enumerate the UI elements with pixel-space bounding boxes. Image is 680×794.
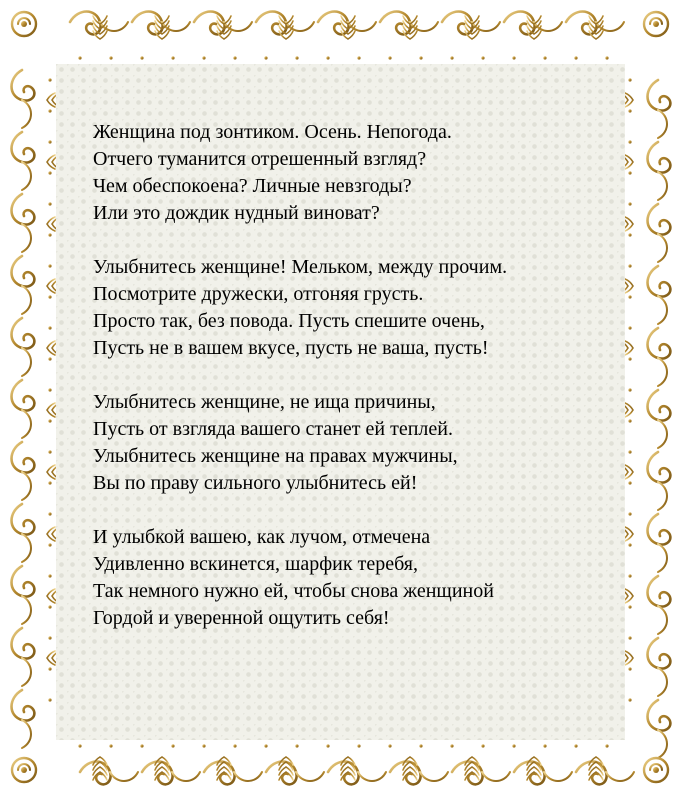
frame-scroll <box>22 596 31 624</box>
frame-bead <box>140 744 143 747</box>
frame-bead <box>543 744 546 747</box>
frame-bead <box>48 698 51 701</box>
frame-bead <box>171 56 174 59</box>
poem-line: Так немного нужно ей, чтобы снова женщиной <box>93 580 494 602</box>
poem-stanza <box>93 389 613 497</box>
frame-bead <box>202 56 205 59</box>
frame-scroll <box>658 420 667 448</box>
leaf-sprig-icon <box>217 752 231 780</box>
frame-bead <box>48 140 51 143</box>
leaf-sprig-icon <box>93 752 107 780</box>
poem-stanza <box>93 524 613 632</box>
frame-bead <box>295 56 298 59</box>
frame-bead <box>628 667 631 670</box>
frame-bead <box>653 21 659 27</box>
poem-line: Пусть не в вашем вкусе, пусть не ваша, пусть! <box>93 337 489 359</box>
frame-scroll <box>22 224 31 252</box>
frame-scroll <box>12 566 35 597</box>
frame-scroll <box>234 772 262 781</box>
frame-bead <box>419 56 422 59</box>
frame-bead <box>48 636 51 639</box>
frame-bead <box>628 605 631 608</box>
frame-bead <box>605 56 608 59</box>
frame-scroll <box>658 358 667 386</box>
frame-scroll <box>110 772 138 781</box>
poem-line: Чем обеспокоена? Личные невзгоды? <box>93 175 412 197</box>
poem-line: Отчего туманится отрешенный взгляд? <box>93 148 427 170</box>
frame-scroll <box>648 142 671 173</box>
frame-bead <box>48 450 51 453</box>
frame-bead <box>48 326 51 329</box>
frame-bead <box>512 744 515 747</box>
frame-bead <box>574 56 577 59</box>
frame-bead <box>109 744 112 747</box>
leaf-sprig-icon <box>527 752 541 780</box>
frame-scroll <box>12 690 35 721</box>
frame-bead <box>628 78 631 81</box>
poem-line: Улыбнитесь женщине, не ища причины, <box>93 391 436 413</box>
frame-bead <box>48 388 51 391</box>
frame-scroll <box>22 720 31 748</box>
frame-bead <box>628 357 631 360</box>
frame-scroll <box>648 700 671 731</box>
frame-bead <box>543 56 546 59</box>
poem-line: Гордой и уверенной ощутить себя! <box>93 607 390 629</box>
frame-bead <box>628 264 631 267</box>
frame-bead <box>481 744 484 747</box>
frame-scroll <box>658 234 667 262</box>
frame-scroll <box>22 658 31 686</box>
frame-bead <box>628 202 631 205</box>
frame-scroll <box>648 514 671 545</box>
frame-scroll <box>22 472 31 500</box>
frame-scroll <box>12 380 35 411</box>
frame-scroll <box>648 266 671 297</box>
frame-scroll <box>22 286 31 314</box>
frame-scroll <box>420 772 448 781</box>
poem-line: Удивленно вскинется, шарфик теребя, <box>93 553 418 575</box>
frame-bead <box>326 744 329 747</box>
frame-bead <box>628 233 631 236</box>
frame-bead <box>605 744 608 747</box>
frame-bead <box>628 481 631 484</box>
leaf-sprig-icon <box>341 752 355 780</box>
frame-scroll <box>658 544 667 572</box>
frame-bead <box>48 574 51 577</box>
frame-bead <box>48 233 51 236</box>
frame-bead <box>48 605 51 608</box>
poem-line: Женщина под зонтиком. Осень. Непогода. <box>93 121 452 143</box>
frame-bead <box>326 56 329 59</box>
frame-scroll <box>12 194 35 225</box>
frame-scroll <box>172 772 200 781</box>
frame-scroll <box>22 534 31 562</box>
frame-bead <box>357 744 360 747</box>
frame-scroll <box>648 576 671 607</box>
leaf-sprig-icon <box>279 752 293 780</box>
frame-bead <box>21 21 27 27</box>
frame-scroll <box>658 730 667 758</box>
frame-bead <box>450 744 453 747</box>
frame-scroll <box>658 482 667 510</box>
frame-scroll <box>22 162 31 190</box>
frame-bead <box>48 481 51 484</box>
poem-line: Вы по праву сильного улыбнитесь ей! <box>93 472 418 494</box>
poem-line: Посмотрите дружески, отгоняя грусть. <box>93 283 424 305</box>
leaf-sprig-icon <box>155 752 169 780</box>
frame-scroll <box>606 772 634 781</box>
frame-scroll <box>12 318 35 349</box>
poem-line: Или это дождик нудный виноват? <box>93 202 380 224</box>
frame-scroll <box>658 606 667 634</box>
frame-bead <box>628 326 631 329</box>
frame-bead <box>140 56 143 59</box>
frame-bead <box>295 744 298 747</box>
frame-bead <box>48 543 51 546</box>
frame-bead <box>653 767 659 773</box>
poem-text <box>93 119 613 659</box>
frame-scroll <box>658 172 667 200</box>
frame-scroll <box>658 110 667 138</box>
leaf-sprig-icon <box>465 752 479 780</box>
frame-scroll <box>12 256 35 287</box>
frame-scroll <box>12 628 35 659</box>
frame-bead <box>628 295 631 298</box>
frame-bead <box>78 56 81 59</box>
frame-bead <box>48 264 51 267</box>
frame-scroll <box>358 772 386 781</box>
frame-bead <box>628 636 631 639</box>
poem-line: Пусть от взгляда вашего станет ей теплей. <box>93 418 453 440</box>
poem-line: Улыбнитесь женщине! Мельком, между прочим. <box>93 256 508 278</box>
poem-stanza <box>93 119 613 227</box>
frame-bead <box>48 78 51 81</box>
frame-bead <box>628 450 631 453</box>
frame-scroll <box>648 452 671 483</box>
frame-scroll <box>22 348 31 376</box>
frame-bead <box>419 744 422 747</box>
leaf-sprig-icon <box>589 752 603 780</box>
frame-scroll <box>648 638 671 669</box>
frame-bead <box>628 543 631 546</box>
frame-bead <box>628 388 631 391</box>
frame-scroll <box>12 70 35 101</box>
frame-bead <box>628 109 631 112</box>
poem-line: И улыбкой вашею, как лучом, отмечена <box>93 526 431 548</box>
frame-bead <box>628 419 631 422</box>
frame-bead <box>388 56 391 59</box>
frame-bead <box>450 56 453 59</box>
frame-bead <box>21 767 27 773</box>
frame-scroll <box>12 442 35 473</box>
frame-scroll <box>12 504 35 535</box>
frame-bead <box>48 357 51 360</box>
frame-bead <box>202 744 205 747</box>
frame-bead <box>628 171 631 174</box>
frame-scroll <box>12 132 35 163</box>
frame-bead <box>628 140 631 143</box>
poem-line: Просто так, без повода. Пусть спешите очень, <box>93 310 485 332</box>
frame-bead <box>48 202 51 205</box>
frame-bead <box>233 56 236 59</box>
frame-bead <box>48 419 51 422</box>
frame-scroll <box>648 328 671 359</box>
frame-scroll <box>648 80 671 111</box>
frame-bead <box>48 109 51 112</box>
frame-bead <box>233 744 236 747</box>
frame-bead <box>171 744 174 747</box>
frame-scroll <box>22 410 31 438</box>
poem-line: Улыбнитесь женщине на правах мужчины, <box>93 445 458 467</box>
frame-bead <box>48 171 51 174</box>
frame-bead <box>628 512 631 515</box>
frame-scroll <box>544 772 572 781</box>
frame-bead <box>48 295 51 298</box>
leaf-sprig-icon <box>403 752 417 780</box>
frame-bead <box>388 744 391 747</box>
frame-bead <box>48 667 51 670</box>
frame-bead <box>628 574 631 577</box>
frame-bead <box>78 744 81 747</box>
frame-bead <box>512 56 515 59</box>
frame-bead <box>109 56 112 59</box>
frame-scroll <box>658 668 667 696</box>
frame-bead <box>264 56 267 59</box>
frame-scroll <box>648 390 671 421</box>
frame-bead <box>574 744 577 747</box>
frame-bead <box>628 698 631 701</box>
frame-scroll <box>22 100 31 128</box>
frame-scroll <box>482 772 510 781</box>
frame-scroll <box>648 204 671 235</box>
frame-bead <box>48 512 51 515</box>
frame-bead <box>357 56 360 59</box>
poem-stanza <box>93 254 613 362</box>
frame-bead <box>481 56 484 59</box>
frame-scroll <box>658 296 667 324</box>
frame-bead <box>264 744 267 747</box>
frame-scroll <box>296 772 324 781</box>
